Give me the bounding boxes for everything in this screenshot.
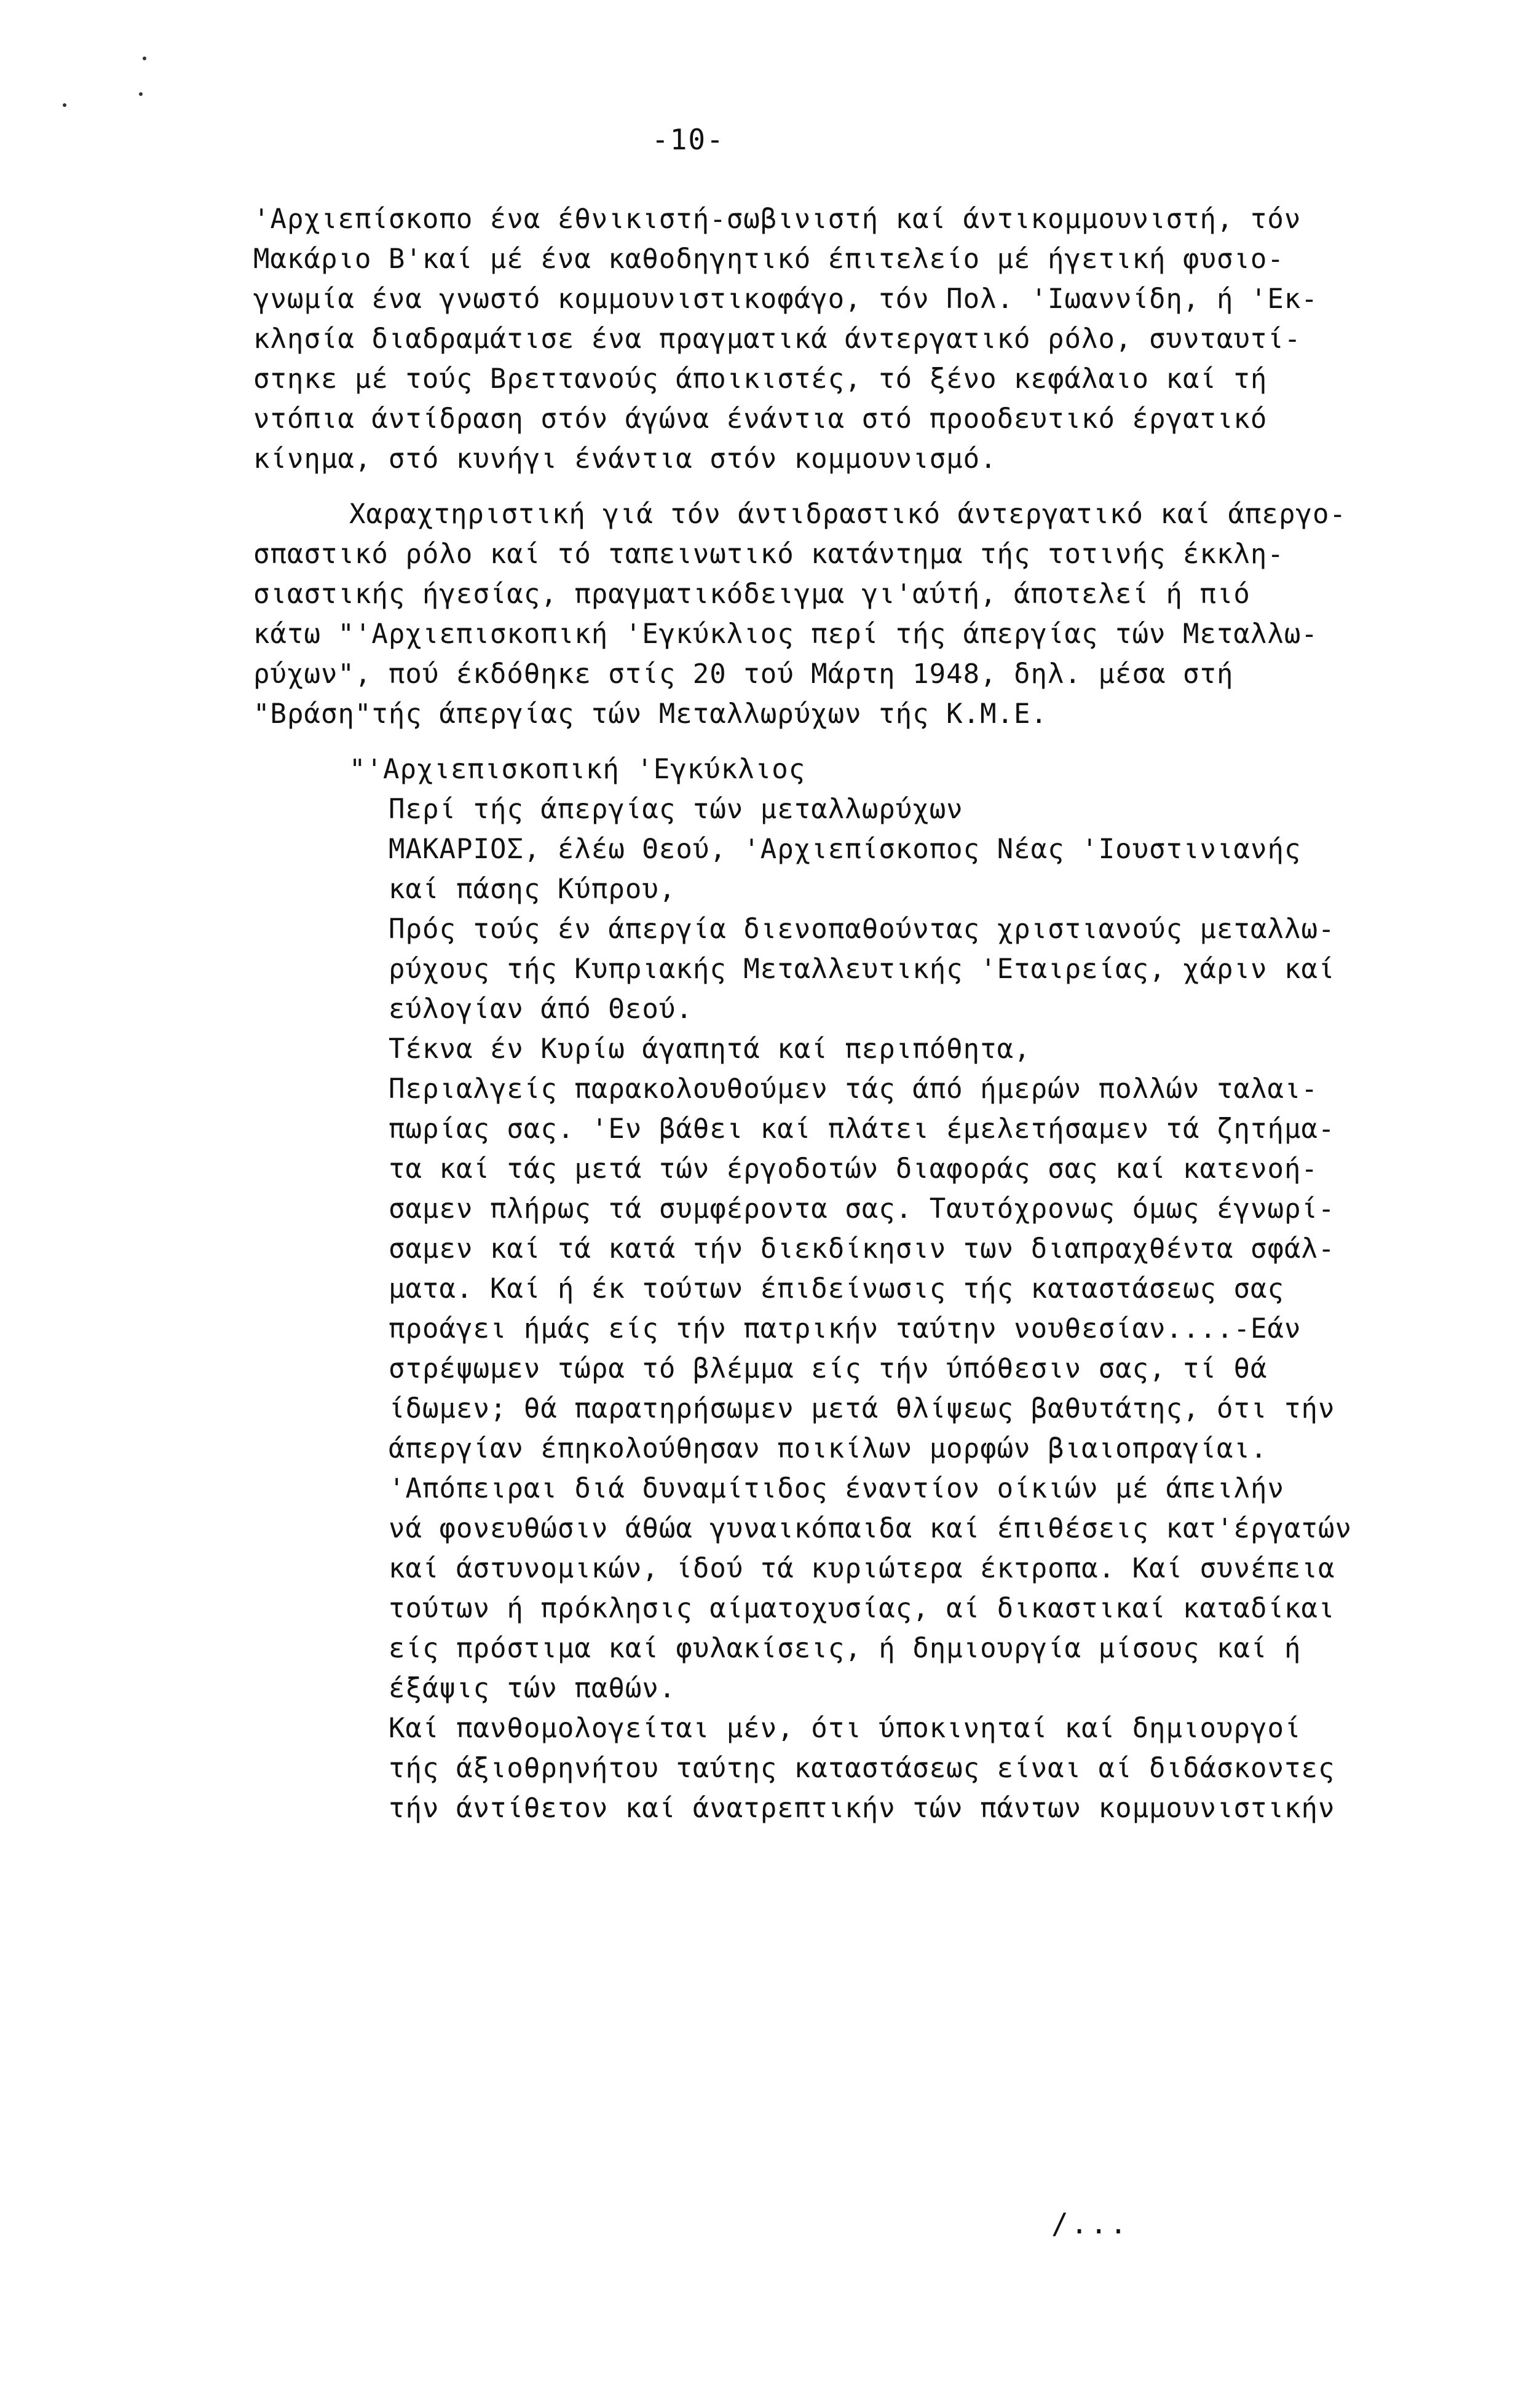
- text-line: Χαραχτηριστική γιά τόν άντιδραστικό άντεργατικό καί άπεργο-: [349, 499, 1346, 530]
- text-line: νά φονευθώσιν άθώα γυναικόπαιδα καί έπιθέσεις κατ'έργατών: [389, 1513, 1352, 1544]
- text-line: σαμεν καί τά κατά τήν διεκδίκησιν των διαπραχθέντα σφάλ-: [389, 1233, 1335, 1265]
- text-line: γνωμία ένα γνωστό κομμουνιστικοφάγο, τόν Πολ. 'Ιωαννίδη, ή 'Εκ-: [253, 283, 1318, 315]
- text-line: στηκε μέ τούς Βρεττανούς άποικιστές, τό ξένο κεφάλαιο καί τή: [253, 363, 1268, 395]
- continuation-mark: /...: [1051, 2207, 1129, 2240]
- scan-speck: [143, 57, 146, 60]
- text-line: ρύχους τής Κυπριακής Μεταλλευτικής 'Εταιρείας, χάριν καί: [389, 953, 1335, 985]
- scan-speck: [63, 103, 66, 107]
- scan-speck: [139, 92, 143, 96]
- text-line: Πρός τούς έν άπεργία διενοπαθούντας χριστιανούς μεταλλω-: [389, 914, 1335, 945]
- text-line: Τέκνα έν Κυρίω άγαπητά καί περιπόθητα,: [389, 1033, 1031, 1065]
- text-line: καί άστυνομικών, ίδού τά κυριώτερα έκτροπα. Καί συνέπεια: [389, 1553, 1335, 1584]
- text-line: έξάψις τών παθών.: [389, 1673, 676, 1704]
- text-line: κίνημα, στό κυνήγι ένάντια στόν κομμουνισμό.: [253, 443, 997, 475]
- text-line: σιαστικής ήγεσίας, πραγματικόδειγμα γι'αύτή, άποτελεί ή πιό: [253, 578, 1250, 610]
- text-line: εύλογίαν άπό Θεού.: [389, 993, 693, 1025]
- text-line: τής άξιοθρηνήτου ταύτης καταστάσεως είναι αί διδάσκοντες: [389, 1753, 1335, 1784]
- text-line: πωρίας σας. 'Εν βάθει καί πλάτει έμελετήσαμεν τά ζητήμα-: [389, 1113, 1335, 1145]
- text-line: ίδωμεν; θά παρατηρήσωμεν μετά θλίψεως βαθυτάτης, ότι τήν: [389, 1393, 1335, 1424]
- text-line: τούτων ή πρόκλησις αίματοχυσίας, αί δικαστικαί καταδίκαι: [389, 1593, 1335, 1624]
- text-line: άπεργίαν έπηκολούθησαν ποικίλων μορφών βιαιοπραγίαι.: [389, 1433, 1268, 1464]
- text-line: Περιαλγείς παρακολουθούμεν τάς άπό ήμερών πολλών ταλαι-: [389, 1073, 1318, 1105]
- text-line: ματα. Καί ή έκ τούτων έπιδείνωσις τής καταστάσεως σας: [389, 1273, 1284, 1305]
- text-line: κλησία διαδραμάτισε ένα πραγματικά άντεργατικό ρόλο, συνταυτί-: [253, 323, 1302, 355]
- text-line: 'Αρχιεπίσκοπο ένα έθνικιστή-σωβινιστή καί άντικομμουνιστή, τόν: [253, 203, 1302, 235]
- text-line: προάγει ήμάς είς τήν πατρικήν ταύτην νουθεσίαν....-Εάν: [389, 1313, 1302, 1344]
- text-line: Περί τής άπεργίας τών μεταλλωρύχων: [389, 794, 963, 825]
- text-line: καί πάσης Κύπρου,: [389, 874, 676, 905]
- quote-title: "'Αρχιεπισκοπική 'Εγκύκλιος: [349, 754, 806, 785]
- text-line: "Βράση"τής άπεργίας τών Μεταλλωρύχων τής Κ.Μ.Ε.: [253, 698, 1048, 730]
- text-line: Μακάριο Β'καί μέ ένα καθοδηγητικό έπιτελείο μέ ήγετική φυσιο-: [253, 243, 1284, 275]
- page-number: -10-: [652, 123, 725, 156]
- text-line: σαμεν πλήρως τά συμφέροντα σας. Ταυτόχρονως όμως έγνωρί-: [389, 1193, 1335, 1225]
- text-line: είς πρόστιμα καί φυλακίσεις, ή δημιουργία μίσους καί ή: [389, 1633, 1302, 1664]
- text-line: τα καί τάς μετά τών έργοδοτών διαφοράς σας καί κατενοή-: [389, 1153, 1318, 1185]
- text-line: κάτω "'Αρχιεπισκοπική 'Εγκύκλιος περί τής άπεργίας τών Μεταλλω-: [253, 618, 1318, 650]
- text-line: 'Απόπειραι διά δυναμίτιδος έναντίον οίκιών μέ άπειλήν: [389, 1473, 1284, 1504]
- text-line: τήν άντίθετον καί άνατρεπτικήν τών πάντων κομμουνιστικήν: [389, 1793, 1335, 1824]
- text-line: ντόπια άντίδραση στόν άγώνα ένάντια στό προοδευτικό έργατικό: [253, 403, 1268, 435]
- text-line: Καί πανθομολογείται μέν, ότι ύποκινηταί καί δημιουργοί: [389, 1713, 1302, 1744]
- text-line: ρύχων", πού έκδόθηκε στίς 20 τού Μάρτη 1948, δηλ. μέσα στή: [253, 658, 1234, 690]
- text-line: σπαστικό ρόλο καί τό ταπεινωτικό κατάντημα τής τοτινής έκκλη-: [253, 539, 1284, 570]
- text-line: στρέψωμεν τώρα τό βλέμμα είς τήν ύπόθεσιν σας, τί θά: [389, 1353, 1268, 1384]
- text-line: ΜΑΚΑΡΙΟΣ, έλέω Θεού, 'Αρχιεπίσκοπος Νέας 'Ιουστινιανής: [389, 834, 1302, 865]
